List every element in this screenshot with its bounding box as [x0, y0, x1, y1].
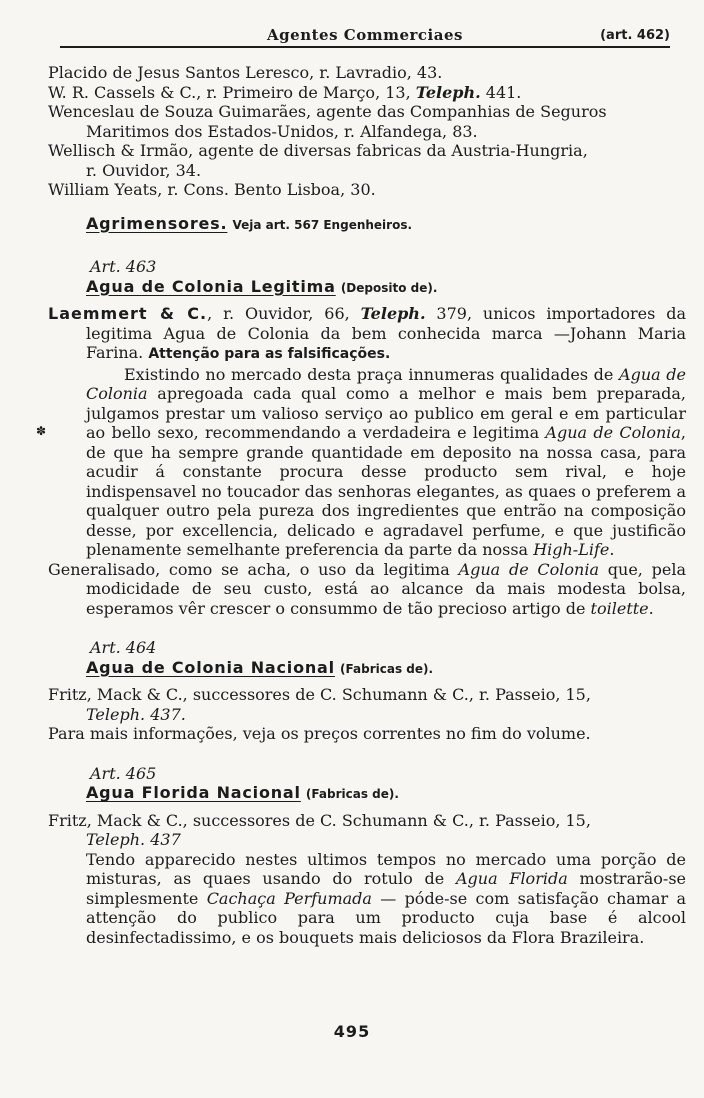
- entry-yeats: William Yeats, r. Cons. Bento Lisboa, 30.: [48, 180, 376, 199]
- text-run: Tendo apparecido nestes ultimos tempos no mercado uma porção de misturas, as quaes usando do rotulo de: [86, 849, 686, 888]
- entry-cassels-lead: W. R. Cassels & C., r. Primeiro de Março, 13,: [48, 82, 416, 102]
- art-463-paragraph-1: [48, 365, 686, 560]
- art-465-label: Art. 465: [90, 763, 157, 783]
- bullet-icon: ✽: [36, 424, 47, 438]
- art-463-entry: [48, 304, 686, 365]
- teleph-label: Teleph.: [415, 82, 481, 102]
- italic-run: Cachaça Perfumada: [206, 888, 372, 908]
- text-run: .: [609, 540, 615, 559]
- italic-run: Agua de Colonia: [86, 364, 687, 403]
- running-head: Agentes Commerciaes: [267, 26, 463, 44]
- text-run: mostrarão-se simplesmente: [86, 869, 687, 908]
- text-run: apregoada cada qual como a melhor e mais bem preparada, julgamos prestar um valioso serviço ao publico em geral e em particular ao bello sexo, recommendando a verdadeira e legitima: [86, 384, 686, 442]
- art-464-heading: [48, 658, 686, 680]
- text-run: , de que ha sempre grande quantidade em deposito na nossa casa, para acudir á constante procura desse producto sem rival, e hoje indispensavel no toucador das senhoras elegantes, as quaes o preferem a qualquer outro pela pureza dos ingredientes que entrão na composição desse, por excellencia, delicado e agradavel perfume, e que justificão plenamente semelhante preferencia da parte da nossa: [86, 423, 687, 559]
- entry-wellisch-line1: Wellisch & Irmão, agente de diversas fabricas da Austria-Hungria,: [48, 141, 588, 160]
- italic-run: Agua de Colonia: [545, 423, 681, 442]
- art-463-paragraph-2: [48, 560, 686, 619]
- entry-cassels: [48, 83, 686, 103]
- art-463-heading: [48, 277, 686, 299]
- entry-placido: Placido de Jesus Santos Leresco, r. Lavradio, 43.: [48, 63, 443, 82]
- art-465-entry: Fritz, Mack & C., successores de C. Schumann & C., r. Passeio, 15,: [48, 810, 591, 830]
- header-rule: [60, 46, 670, 48]
- page-number: 495: [333, 1022, 371, 1041]
- text-run: que, pela modicidade de seu custo, está ao alcance da mais modesta bolsa, esperamos vêr crescer o consummo de tão precioso artigo de: [86, 559, 687, 618]
- falsification-warning: Attenção para as falsificações.: [148, 346, 391, 362]
- art-465-paragraph: [48, 850, 686, 948]
- entry-wellisch-line2: r. Ouvidor, 34.: [86, 160, 202, 180]
- art-464-label: Art. 464: [90, 638, 157, 657]
- text-run: .: [648, 598, 654, 618]
- italic-run: High-Life: [533, 540, 610, 559]
- entry-cassels-tail: 441.: [480, 82, 522, 102]
- art-465-heading: [48, 783, 686, 805]
- entry-wenceslau-line1: Wenceslau de Souza Guimarães, agente das Companhias de Seguros: [48, 102, 607, 121]
- laemmert-description: 379, unicos importadores da legitima Agua de Colonia da bem conhecida marca —Johann Maria Farina.: [86, 304, 686, 362]
- text-run: Generalisado, como se acha, o uso da legitima: [48, 559, 459, 579]
- laemmert-address: , r. Ouvidor, 66,: [207, 304, 361, 323]
- laemmert-name: Laemmert & C.: [48, 304, 208, 323]
- italic-run: toilette: [590, 598, 649, 618]
- text-run: Existindo no mercado desta praça innumeras qualidades de: [124, 364, 620, 384]
- page-body: [48, 63, 686, 947]
- agrimensores-heading: [48, 214, 686, 236]
- page-header: [60, 24, 670, 48]
- art-464-title: Agua de Colonia Nacional: [86, 657, 335, 677]
- art-465-title: Agua Florida Nacional: [86, 783, 301, 802]
- art-463-note: (Deposito de).: [340, 280, 438, 295]
- art-464-note: (Fabricas de).: [340, 661, 434, 676]
- teleph-label: Teleph.: [360, 304, 426, 323]
- art-465-teleph: Teleph. 437: [86, 830, 181, 849]
- agrimensores-note: Veja art. 567 Engenheiros.: [232, 217, 413, 232]
- art-464-teleph: Teleph. 437.: [86, 704, 186, 724]
- art-463-title: Agua de Colonia Legitima: [86, 276, 336, 296]
- art-465-note: (Fabricas de).: [305, 787, 399, 801]
- text-run: — póde-se com satisfação chamar a attenção do publico para um producto cuja base é alcool desinfectadissimo, e os bouquets mais deliciosos da Flora Brazileira.: [86, 888, 687, 947]
- entry-wenceslau-line2: Maritimos dos Estados-Unidos, r. Alfandega, 83.: [86, 121, 478, 141]
- agrimensores-title: Agrimensores.: [86, 213, 228, 233]
- art-464-info: Para mais informações, veja os preços correntes no fim do volume.: [48, 724, 591, 743]
- italic-run: Agua de Colonia: [458, 559, 600, 579]
- italic-run: Agua Florida: [455, 869, 568, 888]
- art-464-entry: Fritz, Mack & C., successores de C. Schumann & C., r. Passeio, 15,: [48, 685, 591, 704]
- art-463-label: Art. 463: [90, 257, 157, 276]
- article-reference: (art. 462): [600, 28, 670, 43]
